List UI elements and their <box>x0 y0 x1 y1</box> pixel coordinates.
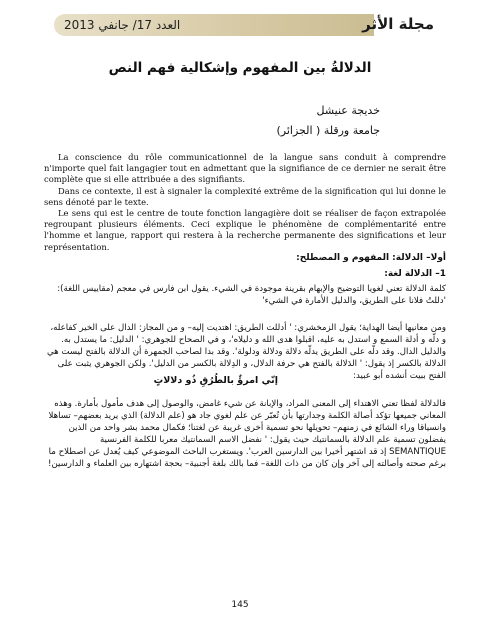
body-paragraph: فالدلالة لفظا تعني الاهتداء إلى المعنى المراد، والإبانة عن شيء غامض، والوصول إلى هدف مأمول بأمارة. وهذه المعاني جميعها تؤكد أصالة الكلمة وجدارتها بأن تُعبّر عن علم لغوي جاد هو (علم الدلالة) الذي يريد بعضهم– تساهلا وانسياقا وراء الشائع في زمنهم– تحويلها نحو تسمية أخرى غريبة عن لغتنا؛ فكمال محمد بشر واحد من الذين يفضلون تسمية علم الدلالة بالسمانتيك حيث يقول: ' نفضل الاسم السمانتيك معربا للكلمة الفرنسية SEMANTIQUE إذ قد اشتهر أخيرا بين الدارسين العرب'. ويستغرب الباحث الموضوعي كيف يُعدل عن اصطلاح ما برغم صحته وأصالته إلى آخر وإن كان من ذات اللغة– فما بالك بلغة أجنبية– بحجة اشتهاره بين العلماء و الدارسين! <box>48 399 446 469</box>
author-name: خديجة عنيشل <box>316 104 380 117</box>
poem-verse: إنّي امرؤٌ بالطُرُقِ ذُو دلالاتٍ <box>153 375 278 386</box>
abstract-paragraph: Le sens qui est le centre de toute fonction langagière doit se réaliser de façon extrapolée regroupant plusieurs éléments. Ceci explique le phénomène de complémentarité entre l'homme et langue, rapport qui restera à la recherche permanente des significations et leur représentation. <box>44 208 446 252</box>
journal-name: مجلة الأثر <box>362 15 434 33</box>
subsection-heading: 1– الدلالة لغة: <box>384 269 446 279</box>
body-paragraph: ومن معانيها أيضا الهداية؛ يقول الزمخشري: ' أدللت الطريق: اهتديت إليه– و من المجاز: الدال على الخير كفاعله، و دلّه و أدلة السمع و استدل به عليه، اقبلوا هدى الله و دليلاه'، و في الصحاح للجوهري: ' الدليل: ما يستدل به. والدليل الدال. وقد دلّه على الطريق يدلّه دلالة ودلالة ودلولة'. وقد بدا لصاحب الجمهرة أن الدلالة بالفتح ليست هي الدلالة بالكسر إذ يقول: ' الدَلالة بالفتح هي حرفة الدلال، و الدِلالة بالكسر من الدليل'. ولكن الجوهري يثبت على الفتح ببيت أنشده أبو عبيد: <box>47 323 446 381</box>
running-header <box>54 14 434 36</box>
article-title: الدلالةُ بين المفهوم وإشكالية فهم النص <box>108 60 372 76</box>
page-number: 145 <box>231 600 249 610</box>
issue-label: العدد 17/ جانفي 2013 <box>64 18 181 32</box>
body-paragraph: كلمة الدلالة تعني لغويا التوضيح والإبهام بقرينة موجودة في الشيء. يقول ابن فارس في معجم (مقاييس اللغة): 'دللتُ فلانا على الطريق، والدليل الأمارة في الشيء' <box>57 284 446 306</box>
abstract-paragraph: La conscience du rôle communicationnel de la langue sans conduit à comprendre n'importe quel fait langagier tout en admettant que la signifiance de ce dernier ne serait être complète que si elle attribuée a des signifiants. <box>44 152 446 185</box>
poem-verse-block <box>44 375 446 389</box>
abstract-paragraph: Dans ce contexte, il est à signaler la complexité extrême de la signification qui lui donne le sens dénoté par le texte. <box>44 185 446 207</box>
section-heading: أولا– الدلالة: المفهوم و المصطلح: <box>296 253 446 263</box>
author-affiliation: جامعة ورقلة ( الجزائر) <box>276 124 380 137</box>
french-abstract <box>44 152 446 253</box>
